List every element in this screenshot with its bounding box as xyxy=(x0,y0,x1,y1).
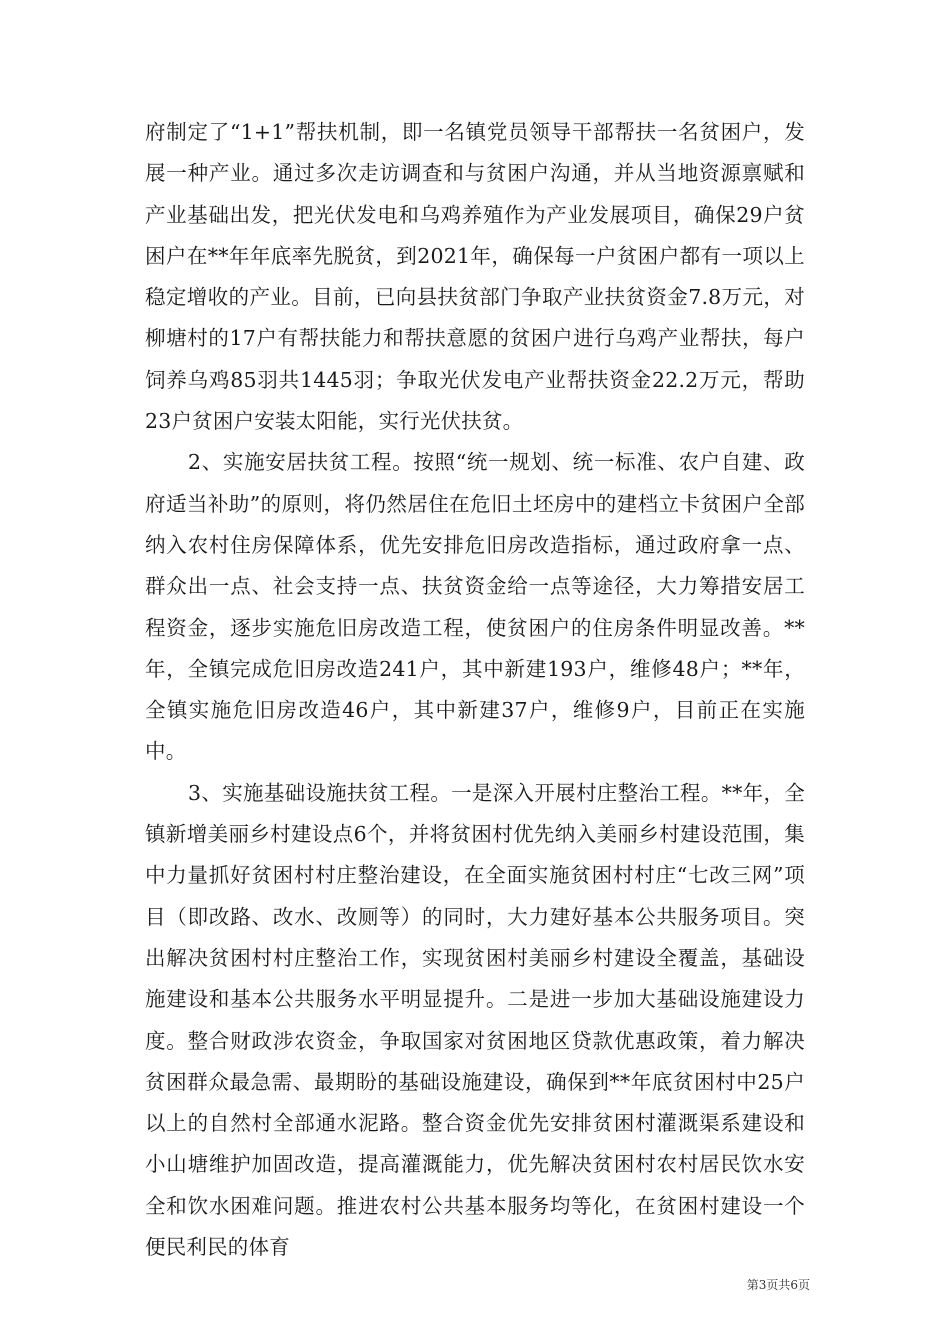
page-number-footer: 第3页共6页 xyxy=(746,1278,810,1292)
paragraph-industry-poverty-continued: 府制定了“1+1”帮扶机制，即一名镇党员领导干部帮扶一名贫困户，发展一种产业。通过多次走访调查和与贫困户沟通，并从当地资源禀赋和产业基础出发，把光伏发电和乌鸡养殖作为产业发展项目，确保29户贫困户在**年年底率先脱贫，到2021年，确保每一户贫困户都有一项以上稳定增收的产业。目前，已向县扶贫部门争取产业扶贫资金7.8万元，对柳塘村的17户有帮扶能力和帮扶意愿的贫困户进行乌鸡产业帮扶，每户饲养乌鸡85羽共1445羽；争取光伏发电产业帮扶资金22.2万元，帮助23户贫困户安装太阳能，实行光伏扶贫。 xyxy=(145,120,805,434)
document-body xyxy=(145,112,805,1268)
paragraph-housing-poverty: 2、实施安居扶贫工程。按照“统一规划、统一标准、农户自建、政府适当补助”的原则，将仍然居住在危旧土坯房中的建档立卡贫困户全部纳入农村住房保障体系，优先安排危旧房改造指标，通过政府拿一点、群众出一点、社会支持一点、扶贫资金给一点等途径，大力筹措安居工程资金，逐步实施危旧房改造工程，使贫困户的住房条件明显改善。**年，全镇完成危旧房改造241户，其中新建193户，维修48户；**年，全镇实施危旧房改造46户，其中新建37户，维修9户，目前正在实施中。 xyxy=(145,450,805,764)
paragraph-infrastructure-poverty: 3、实施基础设施扶贫工程。一是深入开展村庄整治工程。**年，全镇新增美丽乡村建设点6个，并将贫困村优先纳入美丽乡村建设范围，集中力量抓好贫困村村庄整治建设，在全面实施贫困村村庄“七改三网”项目（即改路、改水、改厕等）的同时，大力建好基本公共服务项目。突出解决贫困村村庄整治工作，实现贫困村美丽乡村建设全覆盖，基础设施建设和基本公共服务水平明显提升。二是进一步加大基础设施建设力度。整合财政涉农资金，争取国家对贫困地区贷款优惠政策，着力解决贫困群众最急需、最期盼的基础设施建设，确保到**年底贫困村中25户以上的自然村全部通水泥路。整合资金优先安排贫困村灌溉渠系建设和小山塘维护加固改造，提高灌溉能力，优先解决贫困村农村居民饮水安全和饮水困难问题。推进农村公共基本服务均等化，在贫困村建设一个便民利民的体育 xyxy=(145,780,805,1260)
